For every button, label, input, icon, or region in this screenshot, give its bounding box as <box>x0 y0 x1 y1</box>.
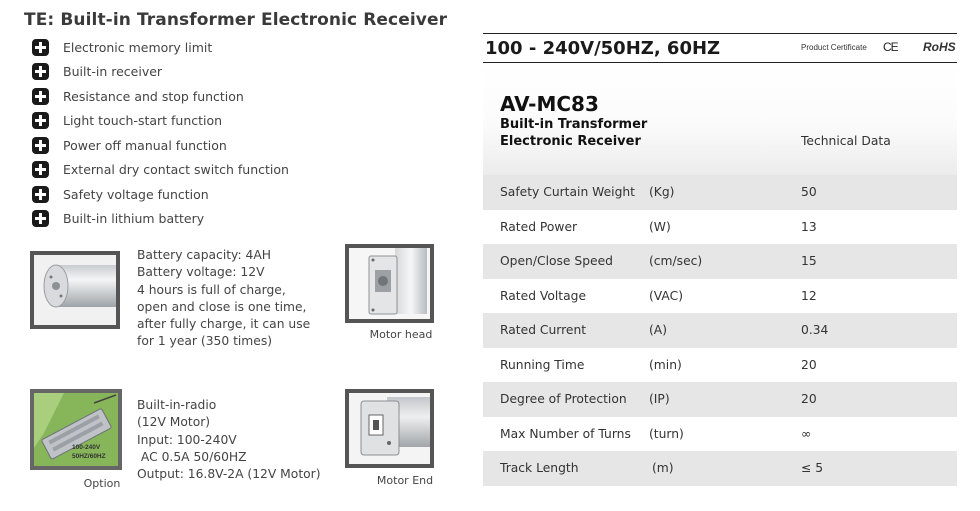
spec-name: Safety Curtain Weight <box>500 185 635 200</box>
feature-label: Light touch-start function <box>63 113 223 129</box>
voltage-header <box>483 33 957 63</box>
option-frequency-text: 50HZ/60HZ <box>72 453 106 460</box>
radio-info <box>137 397 321 483</box>
motor-end-caption: Motor End <box>376 474 434 487</box>
battery-info-line: for 1 year (350 times) <box>137 334 273 349</box>
receiver-module-icon <box>34 393 118 466</box>
spec-unit: (IP) <box>649 392 670 407</box>
voltage-rating: 100 - 240V/50HZ, 60HZ <box>485 38 721 59</box>
feature-label: External dry contact switch function <box>63 162 289 178</box>
plus-icon <box>32 39 49 56</box>
spec-unit: (W) <box>649 219 671 234</box>
feature-item <box>32 109 289 134</box>
option-image <box>30 389 122 470</box>
table-row <box>483 279 957 314</box>
motor-head-icon <box>349 248 430 319</box>
table-row <box>483 210 957 245</box>
model-name: AV-MC83 <box>500 92 599 116</box>
spec-name: Max Number of Turns <box>500 426 631 441</box>
feature-label: Electronic memory limit <box>63 39 213 55</box>
table-row <box>483 244 957 279</box>
battery-info-line: Battery voltage: 12V <box>137 265 265 280</box>
option-caption: Option <box>83 477 121 490</box>
feature-item <box>32 60 289 85</box>
spec-value: ∞ <box>801 426 812 441</box>
spec-unit: (m) <box>652 461 674 476</box>
option-voltage-text: 100-240V <box>72 444 101 451</box>
model-description <box>500 116 647 150</box>
spec-unit: (Kg) <box>649 185 675 200</box>
table-row <box>483 313 957 348</box>
spec-unit: (cm/sec) <box>649 254 703 269</box>
spec-unit: (A) <box>649 323 668 338</box>
feature-label: Built-in receiver <box>63 64 163 80</box>
spec-name: Rated Power <box>500 219 578 234</box>
spec-unit: (VAC) <box>649 288 684 303</box>
rohs-mark-icon: RoHS <box>923 40 956 54</box>
radio-info-line: Built-in-radio <box>137 398 217 412</box>
spec-unit: (turn) <box>649 426 684 441</box>
spec-table <box>483 175 957 486</box>
plus-icon <box>32 137 49 154</box>
spec-value: 13 <box>801 219 817 234</box>
spec-value: 12 <box>801 288 817 303</box>
spec-value: 0.34 <box>801 323 829 338</box>
motor-head-image <box>345 244 434 323</box>
feature-item <box>32 182 289 207</box>
feature-item <box>32 133 289 158</box>
spec-name: Open/Close Speed <box>500 254 613 269</box>
motor-head-caption: Motor head <box>369 328 433 341</box>
motor-end-icon <box>349 393 430 464</box>
battery-motor-image <box>30 251 120 329</box>
spec-value: 20 <box>801 392 817 407</box>
spec-value: ≤ 5 <box>801 461 824 476</box>
motor-body-icon <box>34 255 116 325</box>
battery-info-line: Battery capacity: 4AH <box>137 248 271 262</box>
spec-value: 15 <box>801 254 817 269</box>
spec-value: 50 <box>801 185 817 200</box>
model-description-line: Electronic Receiver <box>500 134 641 149</box>
battery-info <box>137 247 310 351</box>
feature-label: Resistance and stop function <box>63 88 244 104</box>
spec-name: Track Length <box>500 461 579 476</box>
radio-info-line: Input: 100-240V <box>137 432 237 447</box>
spec-name: Rated Current <box>500 323 587 338</box>
table-row <box>483 382 957 417</box>
feature-label: Power off manual function <box>63 137 227 153</box>
technical-data-label: Technical Data <box>801 134 891 148</box>
radio-info-line: (12V Motor) <box>137 415 211 430</box>
plus-icon <box>32 161 49 178</box>
spec-name: Rated Voltage <box>500 288 587 303</box>
motor-end-image <box>345 389 434 468</box>
spec-unit: (min) <box>649 357 682 372</box>
feature-item <box>32 158 289 183</box>
feature-item <box>32 84 289 109</box>
radio-info-line: AC 0.5A 50/60HZ <box>137 449 247 464</box>
feature-label: Safety voltage function <box>63 186 209 202</box>
table-row <box>483 175 957 210</box>
plus-icon <box>32 186 49 203</box>
plus-icon <box>32 210 49 227</box>
page-title: TE: Built-in Transformer Electronic Receiver <box>24 10 448 30</box>
spec-name: Running Time <box>500 357 585 372</box>
feature-item <box>32 35 289 60</box>
spec-value: 20 <box>801 357 817 372</box>
plus-icon <box>32 112 49 129</box>
table-row <box>483 348 957 383</box>
feature-list <box>32 35 289 231</box>
feature-label: Built-in lithium battery <box>63 211 205 227</box>
radio-info-line: Output: 16.8V-2A (12V Motor) <box>137 467 321 482</box>
plus-icon <box>32 88 49 105</box>
plus-icon <box>32 63 49 80</box>
battery-info-line: open and close is one time, <box>137 299 307 314</box>
certificate-label: Product Certificate <box>801 43 867 52</box>
table-row <box>483 451 957 486</box>
feature-item <box>32 207 289 232</box>
model-description-line: Built-in Transformer <box>500 117 648 132</box>
battery-info-line: after fully charge, it can use <box>137 317 311 332</box>
ce-mark-icon: CE <box>883 40 898 54</box>
table-row <box>483 417 957 452</box>
spec-name: Degree of Protection <box>500 392 627 407</box>
battery-info-line: 4 hours is full of charge, <box>137 282 286 297</box>
